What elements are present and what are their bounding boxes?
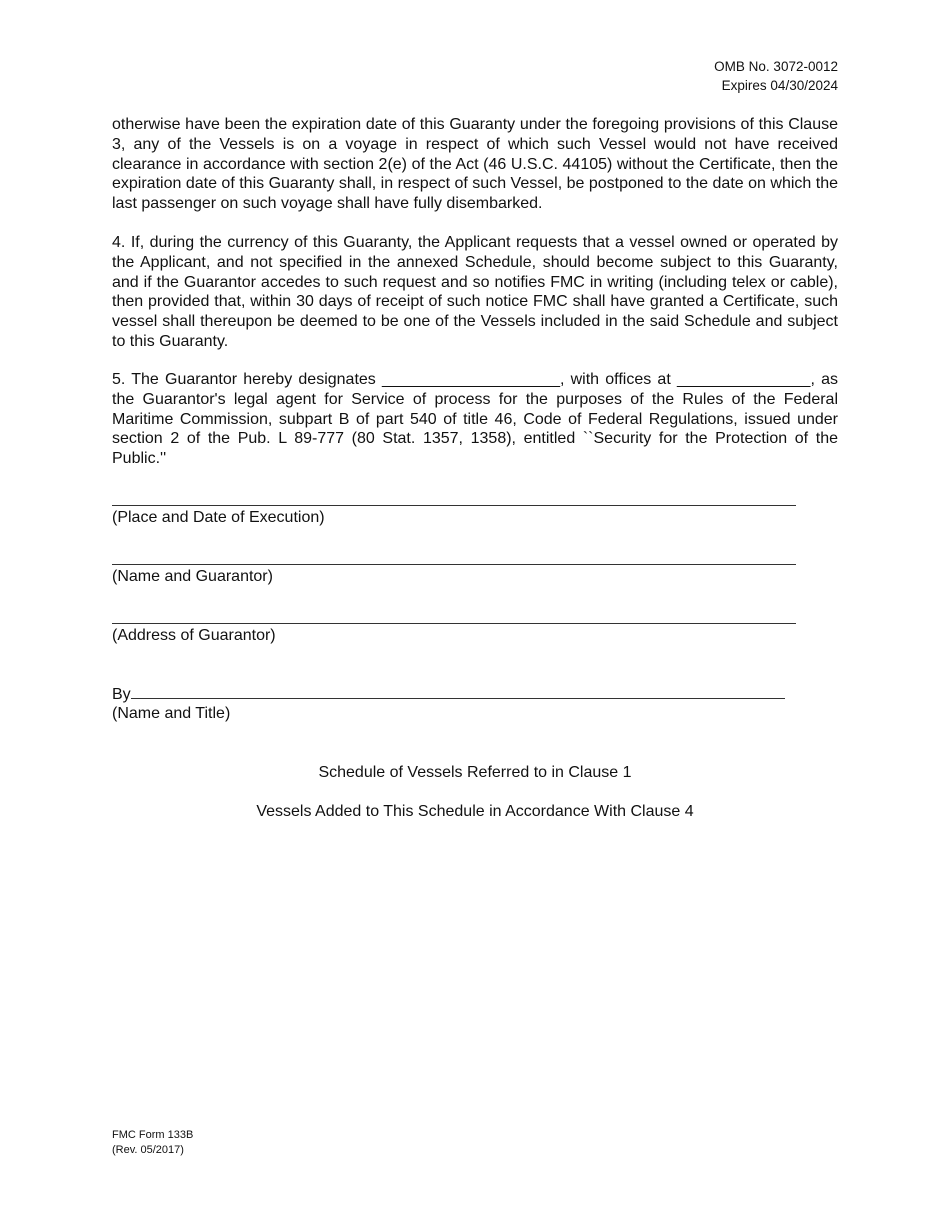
address-guarantor-label: (Address of Guarantor): [112, 627, 276, 644]
expiration-date: Expires 04/30/2024: [721, 78, 838, 93]
name-title-label: (Name and Title): [112, 705, 231, 722]
by-signature-line: [131, 684, 785, 699]
form-footer: [112, 1128, 193, 1158]
place-date-label: (Place and Date of Execution): [112, 509, 325, 526]
address-guarantor-signature-line: [112, 623, 796, 624]
place-date-signature-line: [112, 505, 796, 506]
form-revision: (Rev. 05/2017): [112, 1144, 184, 1156]
paragraph-clause-3-continuation: otherwise have been the expiration date of this Guaranty under the foregoing provisions of this Clause 3, any of the Vessels is on a voyage in respect of which such Vessel would not have received clearance in accordance with section 2(e) of the Act (46 U.S.C. 44105) without the Certificate, then the expiration date of this Guaranty shall, in respect of such Vessel, be postponed to the date on which the last passenger on such voyage shall have fully disembarked.: [112, 116, 838, 213]
vessels-added-heading: Vessels Added to This Schedule in Accordance With Clause 4: [256, 803, 694, 820]
omb-number: OMB No. 3072-0012: [714, 59, 838, 74]
schedule-heading: Schedule of Vessels Referred to in Clause 1: [318, 764, 632, 781]
form-name: FMC Form 133B: [112, 1129, 194, 1141]
paragraph-clause-4: 4. If, during the currency of this Guaranty, the Applicant requests that a vessel owned or operated by the Applicant, and not specified in the annexed Schedule, should become subject to this Guaranty, and if the Guarantor accedes to such request and so notifies FMC in writing (including telex or cable), then provided that, within 30 days of receipt of such notice FMC shall have granted a Certificate, such vessel shall thereupon be deemed to be one of the Vessels included in the said Schedule and subject to this Guaranty.: [112, 234, 838, 350]
paragraph-clause-5: 5. The Guarantor hereby designates ____________________, with offices at _______________, as the Guarantor's legal agent for Service of process for the purposes of the Rules of the Federal Maritime Commission, subpart B of part 540 of title 46, Code of Federal Regulations, issued under section 2 of the Pub. L 89-777 (80 Stat. 1357, 1358), entitled ``Security for the Protection of the Public.'': [112, 371, 838, 468]
name-guarantor-signature-line: [112, 564, 796, 565]
by-label: By: [112, 686, 131, 703]
name-guarantor-label: (Name and Guarantor): [112, 568, 273, 585]
omb-header: [714, 57, 838, 95]
by-signature-row: [112, 684, 785, 705]
